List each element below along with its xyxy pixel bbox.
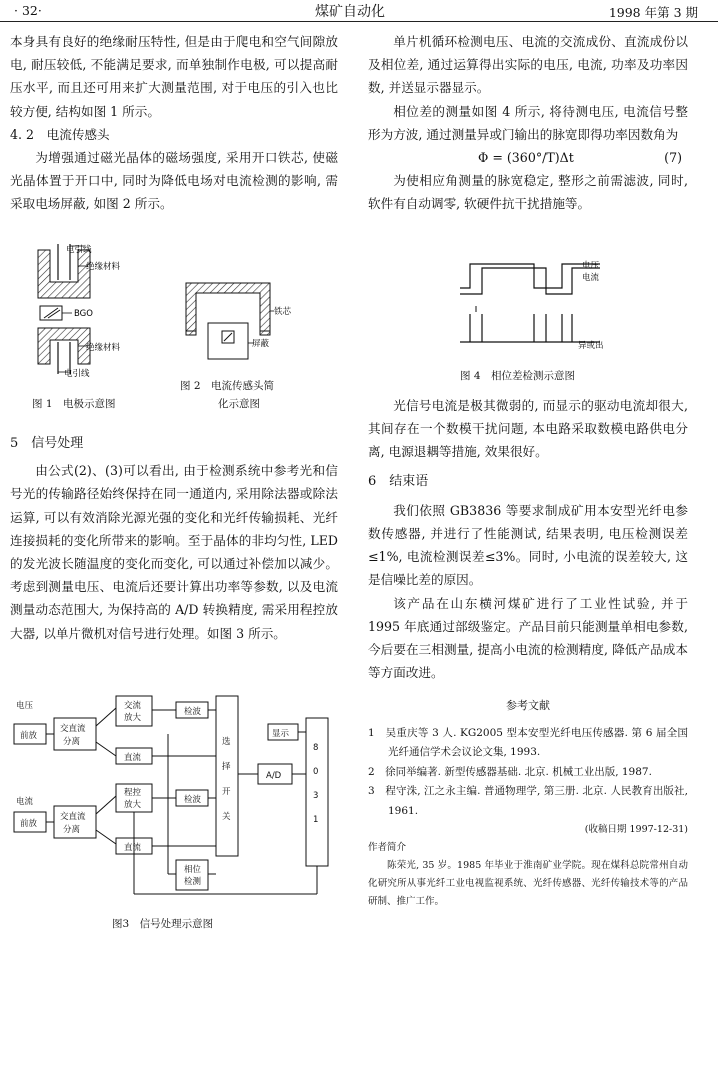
references-title: 参考文献 xyxy=(506,699,550,713)
fig4-xor-label: 异或出 xyxy=(578,341,604,351)
fig3-detect-i: 检波 xyxy=(184,795,202,805)
section-6-heading: 6 结束语 xyxy=(368,473,429,489)
fig3-preamp-i: 前放 xyxy=(20,819,38,829)
journal-title: 煤矿自动化 xyxy=(315,4,385,20)
section-4-2-heading: 4. 2 电流传感头 xyxy=(10,126,110,142)
fig3-switch-2: 择 xyxy=(222,762,231,772)
paragraph-r6: 该产品在山东横河煤矿进行了工业性试验, 并于 1995 年底通过部级鉴定。产品目前只能测量单相电参数, 今后要在三相测量, 提高小电流的检测精度, 降低产品成本等方面改进。 xyxy=(368,595,688,681)
left-column xyxy=(10,30,338,216)
fig3-dc-v: 直流 xyxy=(124,753,142,763)
left-column-section-5 xyxy=(10,432,338,645)
fig3-ac-amp-1: 交流 xyxy=(124,701,142,711)
fig3-switch-3: 开 xyxy=(222,787,231,797)
paragraph-5: 由公式(2)、(3)可以看出, 由于检测系统中参考光和信号光的传输路径始终保持在同一通道内, 采用除法器或除法运算, 可以有效消除光源光强的变化和光纤传输损耗、光纤连接损耗的变化所带来的影响。至于晶体的非均匀性, LED 的发光波长随温度的变化而变化, 可以通过补偿加以减少。考虑到测量电压、电流后还要计算出功率等参数, 以及电流测量动态范围大, 为保持高的 A/D 转换精度, 需采用程控放大器, 以单片微机对信号进行处理。如图 3 所示。 xyxy=(10,463,338,641)
issue-label: 1998 年第 3 期 xyxy=(608,5,698,20)
fig3-phase-2: 检测 xyxy=(184,877,202,887)
fig3-ac-amp-2: 放大 xyxy=(124,713,142,723)
paragraph-r3: 为使相应角测量的脉宽稳定, 整形之前需滤波, 同时, 软件有自动调零, 软硬件抗干扰措施等。 xyxy=(368,173,688,212)
fig3-mcu-1: 8 xyxy=(313,743,319,753)
right-column-bottom xyxy=(368,394,688,911)
fig3-switch-4: 关 xyxy=(222,812,231,822)
figure-1-electrode-diagram xyxy=(20,240,170,415)
figure-4-caption: 图 4 相位差检测示意图 xyxy=(460,370,576,382)
figure-2-current-head-diagram xyxy=(178,275,308,370)
figure-2-caption-line1: 图 2 电流传感头简 xyxy=(180,380,275,392)
page-number: · 32· xyxy=(14,3,42,18)
page-header xyxy=(0,0,718,22)
paragraph-r5: 我们依照 GB3836 等要求制成矿用本安型光纤电参数传感器, 并进行了性能测试, 结果表明, 电压检测误差≤1%, 电流检测误差≤3%。同时, 小电流的误差较大, 这是信噪比差的原因。 xyxy=(368,502,688,588)
fig3-acdc-i-1: 交直流 xyxy=(60,812,86,822)
figure-3-caption: 图3 信号处理示意图 xyxy=(112,918,214,930)
paragraph-4-2: 为增强通过磁光晶体的磁场强度, 采用开口铁芯, 使磁光晶体置于开口中, 同时为降低电场对电流检测的影响, 需采取电场屏蔽, 如图 2 所示。 xyxy=(10,150,338,212)
fig1-crystal-label: BGO xyxy=(74,309,93,319)
fig1-insulation-bottom-label: 绝缘材料 xyxy=(86,343,121,353)
fig3-voltage-label: 电压 xyxy=(16,701,34,711)
paragraph-r2: 相位差的测量如图 4 所示, 将待测电压, 电流信号整形为方波, 通过测量异或门输出的脉宽即得功率因数角为 xyxy=(368,103,688,142)
paragraph-r1: 单片机循环检测电压、电流的交流成份、直流成份以及相位差, 通过运算得出实际的电压, 电流, 功率及功率因数, 并送显示器显示。 xyxy=(368,34,688,96)
paragraph-continued: 本身具有良好的绝缘耐压特性, 但是由于爬电和空气间隙放电, 耐压较低, 不能满足要求, 而单独制作电极, 可以提高耐压水平, 而且还可用来扩大测量范围, 对于电压的引入也比较方便, 结构如图 1 所示。 xyxy=(10,34,338,119)
reference-3: 3 程守洙, 江之永主编. 普通物理学, 第三册. 北京. 人民教育出版社, 1961. xyxy=(368,785,688,817)
fig3-preamp-v: 前放 xyxy=(20,731,38,741)
fig3-phase-1: 相位 xyxy=(184,865,202,875)
figure-2-caption-line2: 化示意图 xyxy=(218,398,260,410)
fig3-detect-v: 检波 xyxy=(184,707,202,717)
fig3-mcu-2: 0 xyxy=(313,767,319,777)
fig3-acdc-v-2: 分离 xyxy=(63,737,81,747)
fig4-voltage-label: 电压 xyxy=(582,261,600,271)
figure-3-signal-processing-diagram xyxy=(8,694,338,902)
formula-number: (7) xyxy=(664,150,682,166)
received-date: (收稿日期 1997-12-31) xyxy=(584,824,688,836)
fig1-lead-bottom-label: 电引线 xyxy=(64,369,90,379)
fig1-insulation-top-label: 绝缘材料 xyxy=(86,262,121,272)
fig3-adc: A/D xyxy=(266,771,282,781)
fig1-lead-top-label: 电引线 xyxy=(66,245,92,255)
section-5-heading: 5 信号处理 xyxy=(10,436,84,451)
fig3-mcu-4: 1 xyxy=(313,815,319,825)
formula-7 xyxy=(368,146,688,169)
fig3-acdc-i-2: 分离 xyxy=(63,825,81,835)
fig2-shield-label: 屏蔽 xyxy=(252,339,270,349)
author-bio: 陈荣光, 35 岁。1985 年毕业于淮南矿业学院。现在煤科总院常州自动化研究所从事光纤工业电视监视系统、光纤传感器、光纤传输技术等的产品研制、推广工作。 xyxy=(368,860,688,908)
fig3-dc-i: 直流 xyxy=(124,843,142,853)
fig3-prog-amp-2: 放大 xyxy=(124,800,142,810)
paragraph-r4: 光信号电流是极其微弱的, 而显示的驱动电流却很大, 其间存在一个数模干扰问题, 本电路采取数模电路供电分离, 电源退耦等措施, 效果很好。 xyxy=(368,398,688,460)
reference-1: 1 吴重庆等 3 人. KG2005 型本安型光纤电压传感器. 第 6 届全国光纤通信学术会议论文集, 1993. xyxy=(368,726,688,759)
fig4-current-label: 电流 xyxy=(582,273,600,283)
fig2-core-label: 铁芯 xyxy=(274,307,292,317)
fig3-switch-1: 选 xyxy=(222,737,231,747)
right-column-top xyxy=(368,30,688,216)
reference-2: 2 徐同举编著. 新型传感器基础. 北京. 机械工业出版, 1987. xyxy=(368,765,652,778)
formula-expression: Φ = (360°/T)Δt xyxy=(478,150,574,166)
fig3-current-label: 电流 xyxy=(16,797,34,807)
figure-4-phase-diagram xyxy=(450,258,640,358)
fig3-prog-amp-1: 程控 xyxy=(124,788,142,798)
fig3-mcu-3: 3 xyxy=(313,791,319,801)
author-bio-heading: 作者简介 xyxy=(368,842,407,854)
fig3-acdc-v-1: 交直流 xyxy=(60,724,86,734)
figure-1-caption: 图 1 电极示意图 xyxy=(32,398,116,410)
fig3-display: 显示 xyxy=(272,729,290,739)
